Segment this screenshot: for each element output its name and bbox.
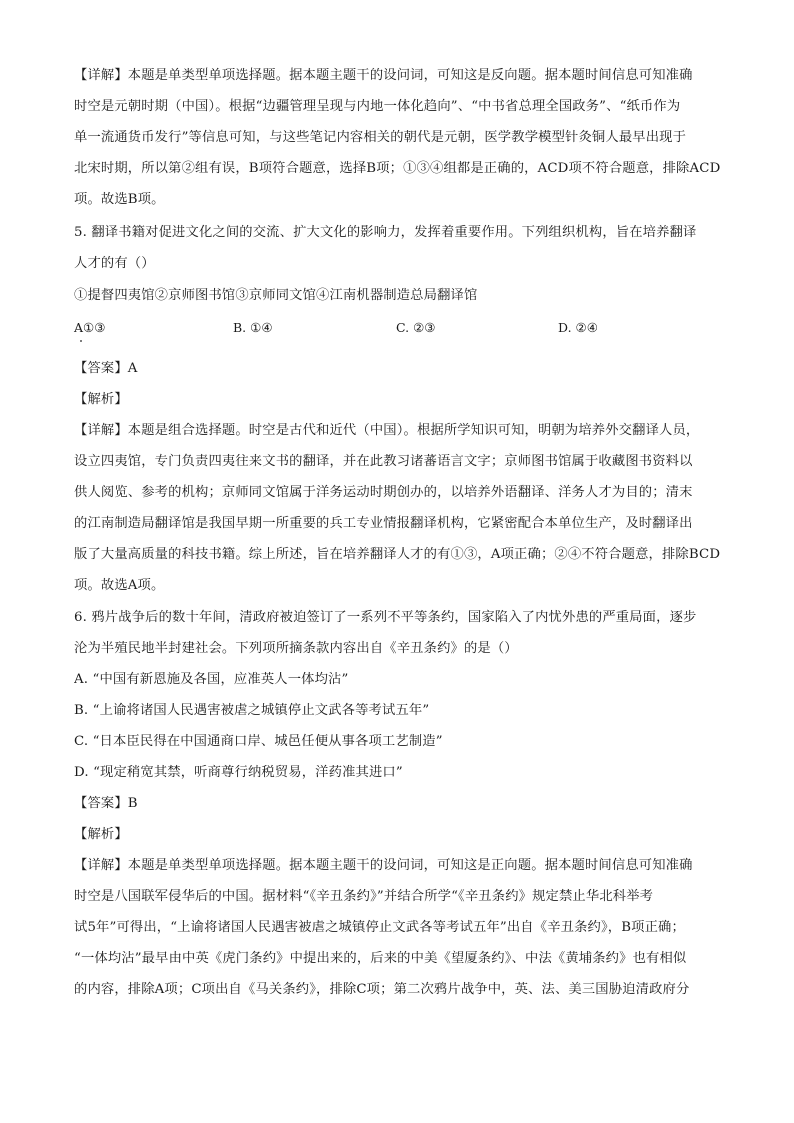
option-d: D. “现定稍宽其禁，听商尊行纳税贸易，洋药准其进口” <box>74 765 403 780</box>
question-6-stem: 6. 鸦片战争后的数十年间，清政府被迫签订了一系列不平等条约，国家陷入了内忧外患的严重局面，逐步 <box>74 610 697 625</box>
option-b: B. “上谕将诸国人民遇害被虐之城镇停止文武各等考试五年” <box>74 703 430 718</box>
text-line: 【详解】本题是单类型单项选择题。据本题主题干的设问词，可知这是反向题。据本题时间信息可知准确 <box>74 68 693 83</box>
option-a: A. “中国有新恩施及各国，应准英人一体均沾” <box>74 672 349 687</box>
text-line: 设立四夷馆，专门负责四夷往来文书的翻译，并在此教习诸蕃语言文字；京师图书馆属于收藏图书资料以 <box>74 454 693 469</box>
text-line: “一体均沾”最早由中英《虎门条约》中提出来的，后来的中美《望厦条约》、中法《黄埔条约》也有相似 <box>74 951 687 966</box>
text-line: 单一流通货币发行”等信息可知，与这些笔记内容相关的朝代是元朝，医学教学模型针灸铜人最早出现于 <box>74 130 687 145</box>
answer-label: 【答案】B <box>74 796 138 811</box>
answer-label: 【答案】A <box>74 361 138 376</box>
option-d: D. ②④ <box>558 320 598 335</box>
text-line: 项。故选B项。 <box>74 192 165 207</box>
option-c: C. ②③ <box>396 320 436 335</box>
option-b: B. ①④ <box>233 320 273 335</box>
analysis-label: 【解析】 <box>74 827 128 842</box>
question-6-stem: 沦为半殖民地半封建社会。下列项所摘条款内容出自《辛丑条约》的是（） <box>74 641 518 656</box>
text-line: 的江南制造局翻译馆是我国早期一所重要的兵工专业情报翻译机构，它紧密配合本单位生产，及时翻译出 <box>74 516 693 531</box>
analysis-label: 【解析】 <box>74 392 128 407</box>
text-line: 时空是八国联军侵华后的中国。据材料“《辛丑条约》”并结合所学“《辛丑条约》规定禁止华北科举考 <box>74 889 654 904</box>
option-a: A①③ <box>74 320 106 335</box>
text-line: 【详解】本题是组合选择题。时空是古代和近代（中国）。根据所学知识可知，明朝为培养外交翻译人员， <box>74 423 700 438</box>
question-5-options <box>74 318 724 338</box>
text-line: 时空是元朝时期（中国）。根据“边疆管理呈现与内地一体化趋向”、“中书省总理全国政务”、“纸币作为 <box>74 99 681 114</box>
text-line: 试5年”可得出，“上谕将诸国人民遇害被虐之城镇停止文武各等考试五年”出自《辛丑条约》，B项正确； <box>74 920 685 935</box>
text-line: 北宋时期，所以第②组有误，B项符合题意，选择B项；①③④组都是正确的，ACD项不符合题意，排除ACD <box>74 161 721 176</box>
question-5-stem: 5. 翻译书籍对促进文化之间的交流、扩大文化的影响力，发挥着重要作用。下列组织机构，旨在培养翻译 <box>74 225 697 240</box>
text-line: 版了大量高质量的科技书籍。综上所述，旨在培养翻译人才的有①③，A项正确；②④不符合题意，排除BCD <box>74 547 721 562</box>
text-line: 【详解】本题是单类型单项选择题。据本题主题干的设问词，可知这是正向题。据本题时间信息可知准确 <box>74 858 693 873</box>
stray-mark <box>80 340 82 342</box>
question-5-items: ①提督四夷馆②京师图书馆③京师同文馆④江南机器制造总局翻译馆 <box>74 288 478 303</box>
text-line: 的内容，排除A项；C项出自《马关条约》，排除C项；第二次鸦片战争中，英、法、美三国胁迫清政府分 <box>74 982 690 997</box>
option-c: C. “日本臣民得在中国通商口岸、城邑任便从事各项工艺制造” <box>74 734 443 749</box>
text-line: 项。故选A项。 <box>74 578 165 593</box>
question-5-stem: 人才的有（） <box>74 256 155 271</box>
text-line: 供人阅览、参考的机构；京师同文馆属于洋务运动时期创办的，以培养外语翻译、洋务人才为目的；清末 <box>74 485 693 500</box>
